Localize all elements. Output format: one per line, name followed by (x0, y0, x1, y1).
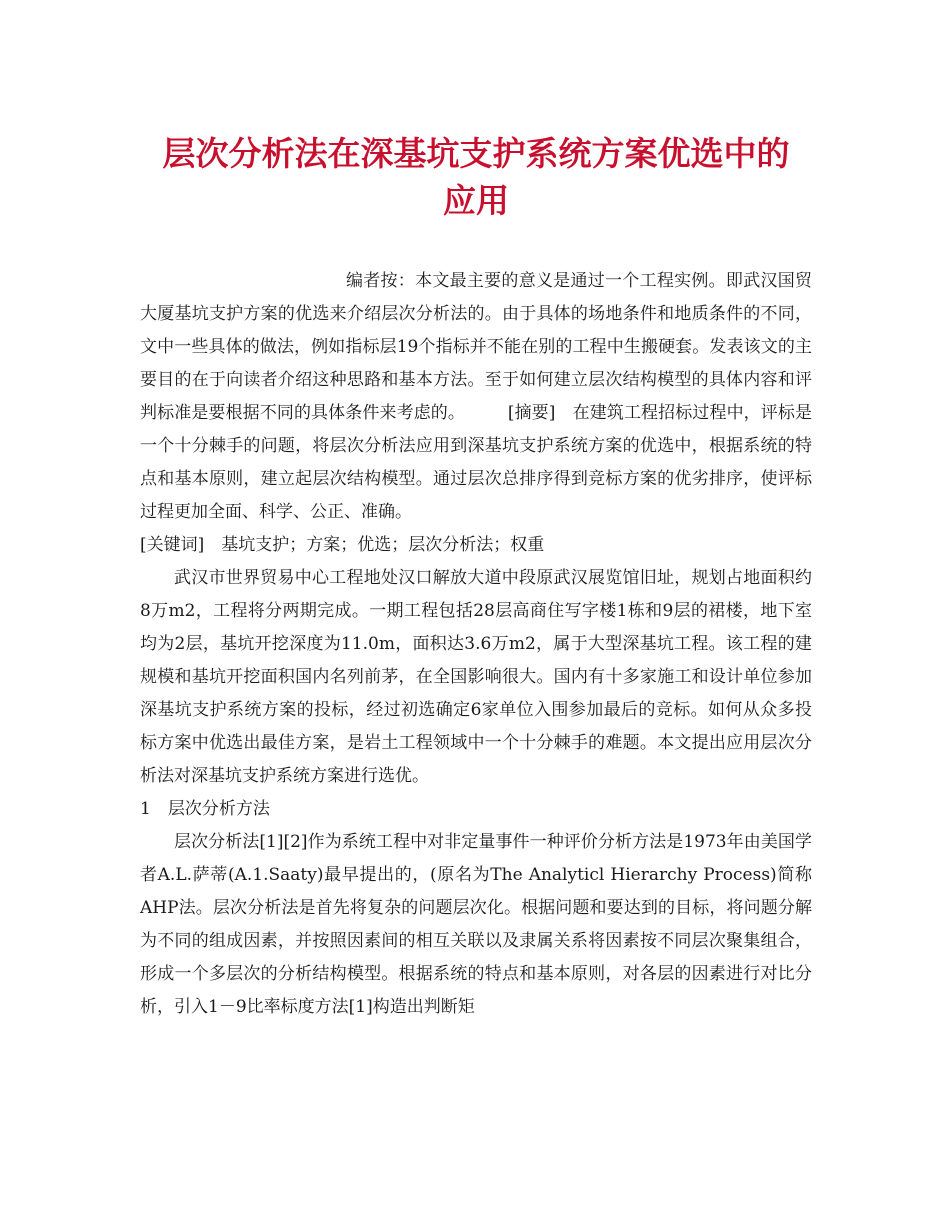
keywords-line: [关键词] 基坑支护；方案；优选；层次分析法；权重 (140, 535, 545, 555)
section-heading: 1 层次分析方法 (140, 799, 270, 819)
body-paragraph: 武汉市世界贸易中心工程地处汉口解放大道中段原武汉展览馆旧址，规划占地面积约8万m2，工程将分两期完成。一期工程包括28层高商住写字楼1栋和9层的裙楼，地下室均为2层，基坑开挖深度为11.0m，面积达3.6万m2，属于大型深基坑工程。该工程的建规模和基坑开挖面积国内名列前茅，在全国影响很大。国内有十多家施工和设计单位参加深基坑支护系统方案的投标，经过初选确定6家单位入围参加最后的竞标。如何从众多投标方案中优选出最佳方案，是岩土工程领域中一个十分棘手的难题。本文提出应用层次分析法对深基坑支护系统方案进行选优。 (140, 568, 812, 786)
editor-note-paragraph: 编者按：本文最主要的意义是通过一个工程实例。即武汉国贸大厦基坑支护方案的优选来介绍层次分析法的。由于具体的场地条件和地质条件的不同，文中一些具体的做法，例如指标层19个指标并不能在别的工程中生搬硬套。发表该文的主要目的在于向读者介绍这种思路和基本方法。至于如何建立层次结构模型的具体内容和评判标准是要根据不同的具体条件来考虑的。 [摘要] 在建筑工程招标过程中，评标是一个十分棘手的问题，将层次分析法应用到深基坑支护系统方案的优选中，根据系统的特点和基本原则，建立起层次结构模型。通过层次总排序得到竞标方案的优劣排序，使评标过程更加全面、科学、公正、准确。 (140, 271, 812, 522)
document-page (140, 120, 812, 1024)
body-paragraph: 层次分析法[1][2]作为系统工程中对非定量事件一种评价分析方法是1973年由美国学者A.L.萨蒂(A.1.Saaty)最早提出的，(原名为The Analyticl Hierarchy Process)简称AHP法。层次分析法是首先将复杂的问题层次化。根据问题和要达到的目标，将问题分解为不同的组成因素，并按照因素间的相互关联以及隶属关系将因素按不同层次聚集组合，形成一个多层次的分析结构模型。根据系统的特点和基本原则，对各层的因素进行对比分析，引入1－9比率标度方法[1]构造出判断矩 (140, 832, 812, 1017)
document-title: 层次分析法在深基坑支护系统方案优选中的应用 (162, 134, 790, 220)
